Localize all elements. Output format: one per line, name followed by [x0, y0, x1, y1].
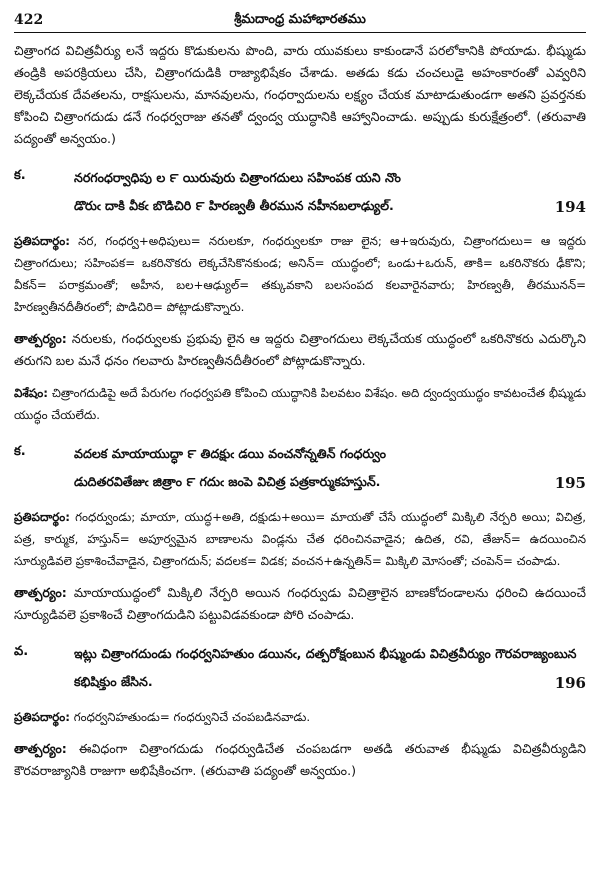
paragraph-text: ఈవిధంగా చిత్రాంగదుడు గంధర్వుడిచేత చంపబడగా అతడి తరువాత భీష్ముడు విచిత్రవీర్యుడిని కౌరవరాజ్యానికి రాజుగా అభిషేకించగా. (తరువాతి పద్యంతో అన్వయం.): [14, 741, 586, 778]
verse-line: ఇట్లు చిత్రాంగదుండు గంధర్వనిహతుం డయినఁ, దత్పరోక్షంబున భీష్ముండు విచిత్రవీర్యుం గౌరవరాజ్యంబున: [74, 646, 577, 661]
paragraph: [14, 382, 586, 426]
verse-number: 194: [554, 198, 586, 216]
header-rule: [14, 32, 586, 33]
section-label: తాత్పర్యం:: [14, 331, 67, 346]
running-title: శ్రీమదాంధ్ర మహాభారతము: [234, 12, 366, 27]
paragraph: [14, 582, 586, 626]
verse-number: 196: [554, 674, 586, 692]
paragraph-text: మాయాయుద్ధంలో మిక్కిలి నేర్పరి అయిన గంధర్వుడు విచిత్రాలైన బాణకోదండాలను ధరించి ఉదయించే సూర్యుడివలె ప్రకాశించే చిత్రాంగదుడిని పట్టువిడవకుండా పోరి చంపాడు.: [14, 585, 586, 622]
section-label: తాత్పర్యం:: [14, 741, 67, 756]
verse-marker: క.: [14, 168, 26, 183]
paragraph-text: చిత్రాంగదుడిపై అదే పేరుగల గంధర్వపతి కోపించి యుద్ధానికి పిలవటం విశేషం. అది ద్వంద్వయుద్ధం కావటంచేత భీష్ముడు యుద్ధం చేయలేదు.: [14, 386, 587, 422]
verse-marker: వ.: [14, 644, 29, 659]
section-label: తాత్పర్యం:: [14, 585, 67, 600]
verse-line: డుదితరవితేజుఁ జిత్రాం ౯ గదుఁ జంపె విచిత్ర పత్రకార్ముకహస్తున్.: [74, 474, 381, 489]
section-label: ప్రతిపదార్థం:: [14, 710, 70, 724]
verse-body: [74, 440, 586, 496]
paragraph-text: నర, గంధర్వ+అధిపులు= నరులకూ, గంధర్వులకూ రాజు లైన; ఆ+ఇరువురు, చిత్రాంగదులు= ఆ ఇద్దరు చిత్రాంగదులు; సహింపక= ఒకరినొకరు లెక్కచేసికొనకుండ; అనిన్= యుద్ధంలో; ఒండు+ఒరున్, తాకి= ఒకరినొకరు ఢీకొని; వీకన్= పరాక్రమంతో; అహీన, బల+ఆఢ్యుల్= తక్కువకాని బలసంపద కలవారైనవారు; హిరణ్వతీ, తీరమునన్= హిరణ్వతీనదీతీరంలో; పొడిచిరి= పోట్లాడుకొన్నారు.: [14, 234, 586, 314]
paragraph-text: చిత్రాంగద విచిత్రవీర్యు లనే ఇద్దరు కొడుకులను పొంది, వారు యువకులు కాకుండానే పరలోకానికి పోయాడు. భీష్ముడు తండ్రికి అపరక్రియలు చేసి, చిత్రాంగదుడికి రాజ్యాభిషేకం చేశాడు. అతడు కడు చంచలుడై అహంకారంతో ఎవ్వరిని లెక్కచేయక దేవతలను, రాక్షసులను, మానవులను, గంధర్వాదులను లక్ష్యం చేయక మాటాడుతుండగా అతని ప్రవర్తనకు కోపించి చిత్రాంగదుడు డనే గంధర్వరాజు తనతో ద్వంద్వ యుద్ధానికి ఆహ్వానించాడు. అప్పుడు కురుక్షేత్రంలో. (తరువాతి పద్యంతో అన్వయం.): [14, 43, 586, 146]
verse-line: కభిషిక్తుం జేసిన.: [74, 674, 153, 689]
verse-number: 195: [554, 474, 586, 492]
paragraph: [14, 738, 586, 782]
verse-line: వదలక మాయాయుద్ధా ౯ తిదక్షుఁ డయి వంచనోన్నతిన్ గంధర్వుం: [74, 446, 386, 461]
paragraph: [14, 328, 586, 372]
paragraph-text: గంధర్వుండు; మాయా, యుద్ధ+అతి, దక్షుడు+అయి= మాయతో చేసే యుద్ధంలో మిక్కిలి నేర్పరి అయి; విచిత్ర, పత్ర, కార్ముక, హస్తున్= అపూర్వమైన బాణాలను విండ్లను చేత ధరించినవాడైన; ఉదిత, రవి, తేజున్= ఉదయించిన సూర్యుడివలె ప్రకాశించేవాడైన, చిత్రాంగదున్; వదలక= విడక; వంచన+ఉన్నతిన్= మిక్కిలి మోసంతో; చంపెన్= చంపాడు.: [14, 510, 586, 568]
page-number: 422: [14, 12, 44, 28]
verse: [14, 164, 586, 220]
paragraph: [14, 40, 586, 150]
verse-line: డొరుఁ దాకి వీకఁ బొడిచిరి ౯ హిరణ్వతీ తీరమున నహీనబలాఢ్యుల్.: [74, 198, 394, 213]
paragraph: [14, 230, 586, 318]
paragraph-text: నరులకు, గంధర్వులకు ప్రభువు లైన ఆ ఇద్దరు చిత్రాంగదులు లెక్కచేయక యుద్ధంలో ఒకరినొకరు ఎదుర్కొని తరుగని బల మనే ధనం గలవారు హిరణ్వతీనదీతీరంలో పోట్లాడుకొన్నారు.: [14, 331, 586, 368]
page-content: [14, 40, 586, 792]
verse-marker: క.: [14, 444, 26, 459]
paragraph: [14, 506, 586, 572]
paragraph: [14, 706, 586, 728]
verse: [14, 440, 586, 496]
paragraph-text: గంధర్వనిహతుండు= గంధర్వునిచే చంపబడినవాడు.: [73, 710, 311, 724]
verse-body: [74, 164, 586, 220]
verse-body: [74, 640, 586, 696]
verse: [14, 640, 586, 696]
section-label: ప్రతిపదార్థం:: [14, 234, 70, 248]
section-label: విశేషం:: [14, 386, 48, 400]
verse-line: నరగంధర్వాధిపు ల ౯ యిరువురు చిత్రాంగదులు సహింపక యని నొం: [74, 170, 401, 185]
section-label: ప్రతిపదార్థం:: [14, 510, 70, 524]
